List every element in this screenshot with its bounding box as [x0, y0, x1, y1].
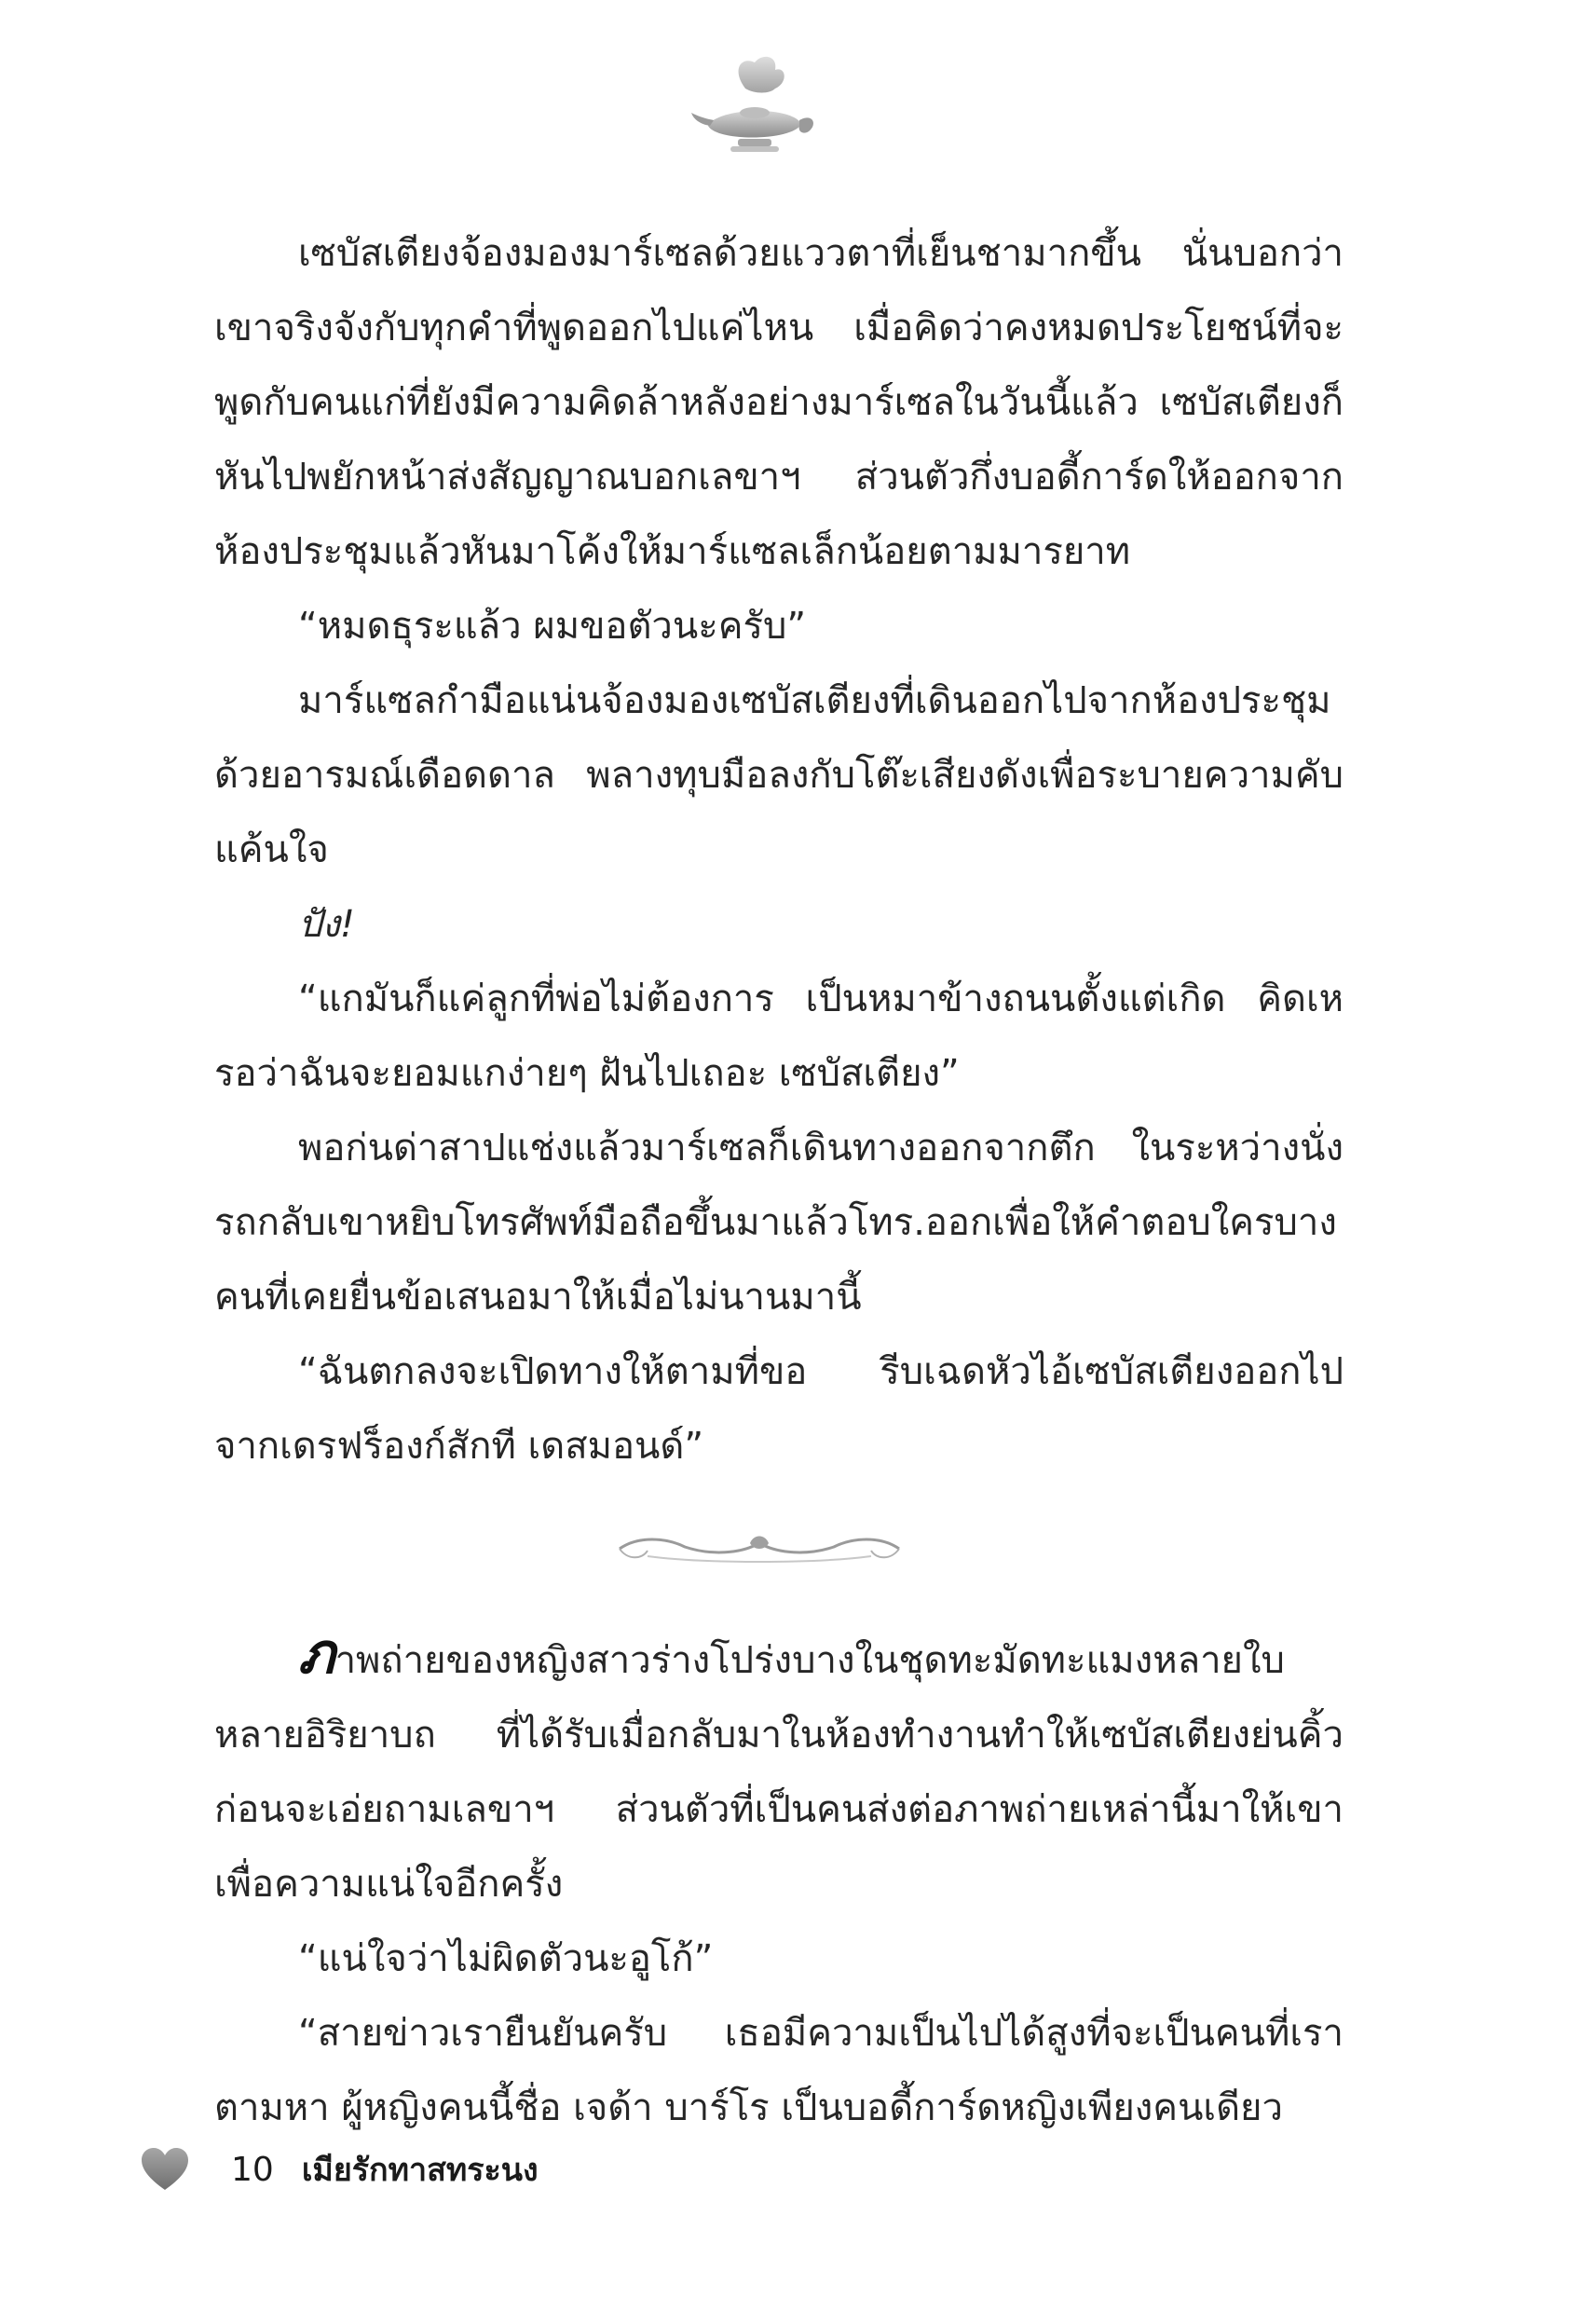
- paragraph: พอก่นด่าสาปแช่งแล้วมาร์เซลก็เดินทางออกจากตึก ในระหว่างนั่งรถกลับเขาหยิบโทรศัพท์มือถือขึ้นมาแล้วโทร.ออกเพื่อให้คำตอบใครบางคนที่เคยยื่นข้อเสนอมาให้เมื่อไม่นานมานี้: [214, 1127, 1344, 1319]
- paragraph: “หมดธุระแล้ว ผมขอตัวนะครับ”: [298, 605, 807, 648]
- page-number: 10: [231, 2150, 274, 2189]
- paragraph: “สายข่าวเรายืนยันครับ เธอมีความเป็นไปได้สูงที่จะเป็นคนที่เราตามหา ผู้หญิงคนนี้ชื่อ เจด้า บาร์โร เป็นบอดี้การ์ดหญิงเพียงคนเดียว: [214, 2012, 1344, 2129]
- scroll-divider-icon: [610, 1528, 908, 1569]
- opening-paragraph: [214, 1623, 1344, 1921]
- section-1-text: [214, 216, 1344, 1484]
- drop-cap: ภ: [298, 1621, 335, 1687]
- paragraph: “ฉันตกลงจะเปิดทางให้ตามที่ขอ รีบเฉดหัวไอ้เซบัสเตียงออกไปจากเดรฟร็องก์สักที เดสมอนด์”: [214, 1350, 1344, 1468]
- paragraph: เซบัสเตียงจ้องมองมาร์เซลด้วยแววตาที่เย็นชามากขึ้น นั่นบอกว่าเขาจริงจังกับทุกคำที่พูดออกไปแค่ไหน เมื่อคิดว่าคงหมดประโยชน์ที่จะพูดกับคนแก่ที่ยังมีความคิดล้าหลังอย่างมาร์เซลในวันนี้แล้ว เซบัสเตียงก็หันไปพยักหน้าส่งสัญญาณบอกเลขาฯ ส่วนตัวกึ่งบอดี้การ์ดให้ออกจากห้องประชุมแล้วหันมาโค้งให้มาร์แซลเล็กน้อยตามมารยาท: [214, 232, 1344, 573]
- paragraph: “แกมันก็แค่ลูกที่พ่อไม่ต้องการ เป็นหมาข้างถนนตั้งแต่เกิด คิดเหรอว่าฉันจะยอมแกง่ายๆ ฝันไปเถอะ เซบัสเตียง”: [214, 978, 1344, 1095]
- paragraph: มาร์แซลกำมือแน่นจ้องมองเซบัสเตียงที่เดินออกไปจากห้องประชุมด้วยอารมณ์เดือดดาล พลางทุบมือลงกับโต๊ะเสียงดังเพื่อระบายความคับแค้นใจ: [214, 679, 1344, 871]
- sound-effect: ปัง!: [298, 903, 355, 946]
- page-footer: [140, 2141, 539, 2197]
- paragraph: “แน่ใจว่าไม่ผิดตัวนะอูโก้”: [298, 1937, 714, 1980]
- lamp-ornament-icon: [689, 51, 820, 163]
- section-2-text: [214, 1623, 1344, 2145]
- heart-icon: [140, 2147, 190, 2192]
- opening-paragraph-text: าพถ่ายของหญิงสาวร่างโปร่งบางในชุดทะมัดทะแมงหลายใบหลายอิริยาบถ ที่ได้รับเมื่อกลับมาในห้องทำงานทำให้เซบัสเตียงย่นคิ้วก่อนจะเอ่ยถามเลขาฯ ส่วนตัวที่เป็นคนส่งต่อภาพถ่ายเหล่านี้มาให้เขาเพื่อความแน่ใจอีกครั้ง: [214, 1639, 1344, 1906]
- book-title: เมียรักทาสทระนง: [301, 2152, 539, 2189]
